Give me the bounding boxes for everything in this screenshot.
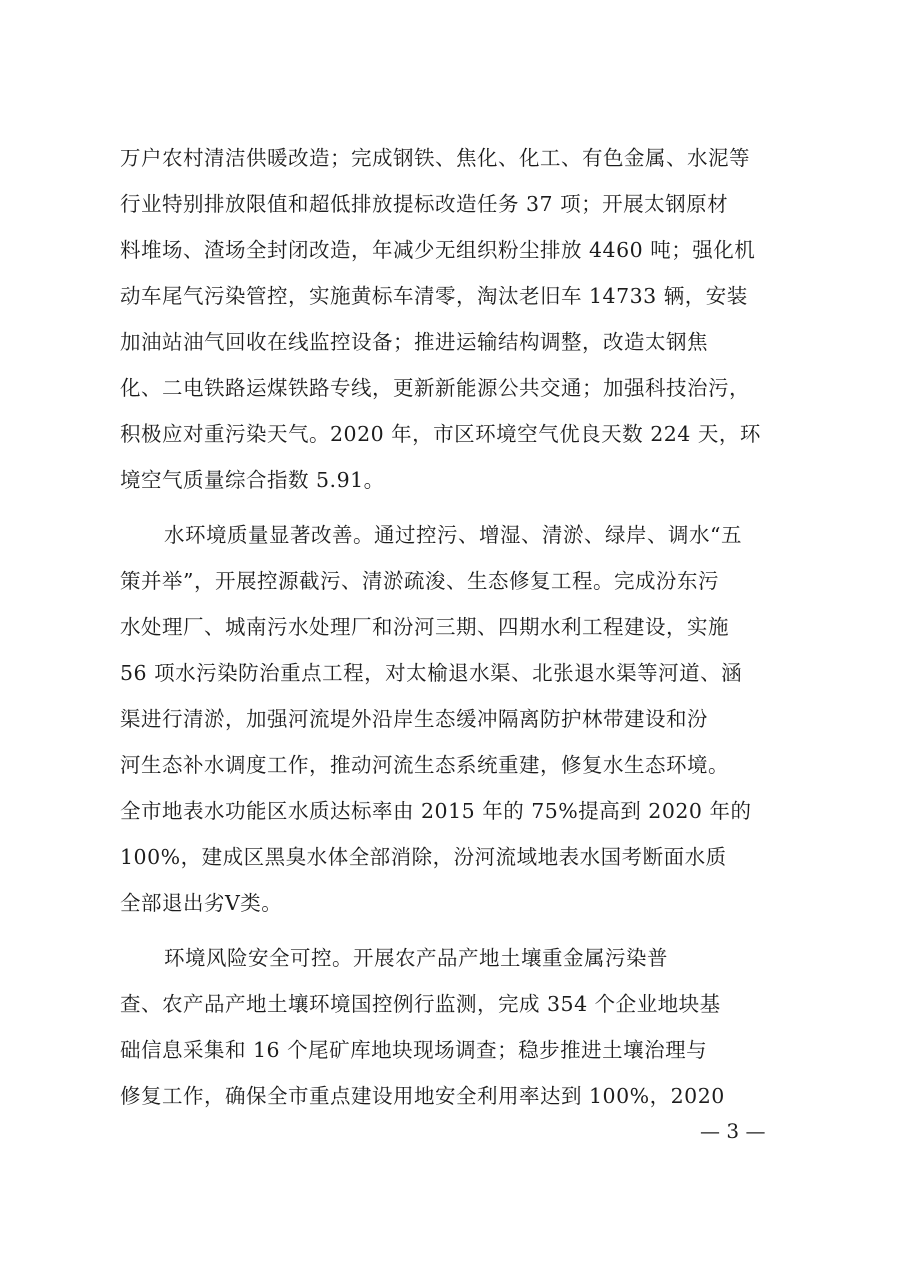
text-line: 全部退出劣Ⅴ类。 [120, 891, 283, 915]
text-line: 动车尾气污染管控，实施黄标车清零，淘汰老旧车 14733 辆，安装 [120, 284, 748, 308]
text-line: 积极应对重污染天气。2020 年，市区环境空气优良天数 224 天，环 [120, 422, 761, 446]
text-line: 境空气质量综合指数 5.91。 [120, 468, 385, 492]
text-line: 万户农村清洁供暖改造；完成钢铁、焦化、化工、有色金属、水泥等 [120, 146, 750, 170]
paragraph-spacer [120, 931, 780, 940]
text-line: 加油站油气回收在线监控设备；推进运输结构调整，改造太钢焦 [120, 330, 708, 354]
text-line: 策并举”，开展控源截污、清淤疏浚、生态修复工程。完成汾东污 [120, 569, 719, 593]
text-line: 水处理厂、城南污水处理厂和汾河三期、四期水利工程建设，实施 [120, 615, 729, 639]
text-line: 行业特别排放限值和超低排放提标改造任务 37 项；开展太钢原材 [120, 192, 729, 216]
text-line: 56 项水污染防治重点工程，对太榆退水渠、北张退水渠等河道、涵 [120, 661, 743, 685]
document-body [120, 140, 780, 1124]
text-line: 渠进行清淤，加强河流堤外沿岸生态缓冲隔离防护林带建设和汾 [120, 707, 708, 731]
text-line: 查、农产品产地土壤环境国控例行监测，完成 354 个企业地块基 [120, 992, 721, 1016]
paragraph-air-quality [120, 140, 780, 498]
text-line: 河生态补水调度工作，推动河流生态系统重建，修复水生态环境。 [120, 753, 729, 777]
text-line: 化、二电铁路运煤铁路专线，更新新能源公共交通；加强科技治污， [120, 376, 750, 400]
paragraph-spacer [120, 508, 780, 517]
text-line: 水环境质量显著改善。通过控污、增湿、清淤、绿岸、调水“五 [164, 523, 742, 547]
text-line: 环境风险安全可控。开展农产品产地土壤重金属污染普 [164, 946, 668, 970]
text-line: 修复工作，确保全市重点建设用地安全利用率达到 100%，2020 [120, 1084, 725, 1108]
text-line: 全市地表水功能区水质达标率由 2015 年的 75%提高到 2020 年的 [120, 799, 752, 823]
text-line: 础信息采集和 16 个尾矿库地块现场调查；稳步推进土壤治理与 [120, 1038, 708, 1062]
text-line: 料堆场、渣场全封闭改造，年减少无组织粉尘排放 4460 吨；强化机 [120, 238, 756, 262]
text-line: 100%，建成区黑臭水体全部消除，汾河流域地表水国考断面水质 [120, 845, 727, 869]
paragraph-environmental-risk [120, 940, 780, 1114]
page-number: — 3 — [700, 1119, 766, 1143]
paragraph-water-quality [120, 517, 780, 921]
